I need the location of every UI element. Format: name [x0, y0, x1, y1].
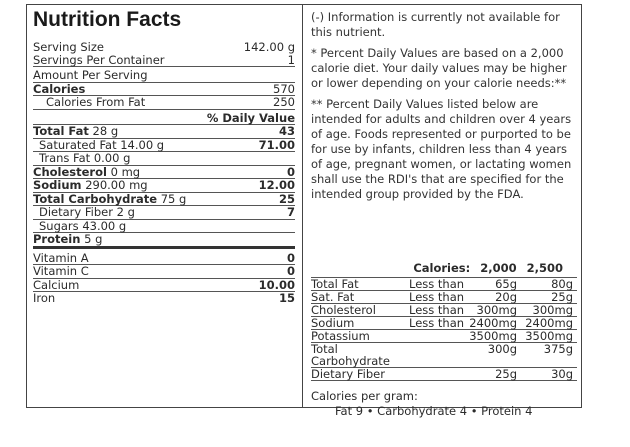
calories-2500-header: 2,500: [526, 261, 563, 275]
table-nutrient: Sat. Fat: [311, 290, 355, 304]
nutrient-row-sodium: [33, 179, 295, 193]
calories-per-gram: [311, 389, 577, 419]
nutrient-amount: 2 g: [116, 205, 135, 219]
daily-values-table: [311, 262, 577, 419]
table-nutrient: Total Carbohydrate: [311, 342, 390, 368]
nutrient-label: Dietary Fiber: [39, 205, 113, 219]
column-divider: [302, 5, 303, 407]
nutrient-row-total-fat: [33, 125, 295, 139]
vitamin-row-iron: [33, 292, 295, 305]
vitamin-dv: 0: [286, 264, 295, 278]
nutrient-label: Total Fat: [33, 124, 89, 138]
calories-from-fat-value: 250: [273, 95, 295, 109]
nutrient-amount: 5 g: [84, 232, 103, 246]
calories-from-fat-label: Calories From Fat: [46, 95, 146, 109]
vitamin-dv: 15: [278, 291, 295, 305]
percent-dv-note: * Percent Daily Values are based on a 2,000 calorie diet. Your daily values may be higher or lower depending on your calorie needs:**: [311, 46, 567, 90]
nutrient-dv: 12.00: [258, 178, 295, 192]
nutrient-row-total-carbohydrate: [33, 193, 295, 207]
table-value-2500: 3500mg: [525, 329, 573, 343]
nutrient-amount: 28 g: [92, 124, 119, 138]
nutrient-label: Sodium: [33, 178, 82, 192]
nutrient-amount: 14.00 g: [120, 137, 165, 152]
vitamin-label: Iron: [33, 291, 56, 305]
daily-value-header: % Daily Value: [33, 112, 295, 126]
table-value-2500: 30g: [551, 367, 573, 381]
label-title: Nutrition Facts: [33, 8, 182, 31]
table-value-2000: 65g: [495, 277, 517, 291]
table-qualifier: [409, 368, 469, 380]
nutrient-row-sugars: [33, 220, 295, 234]
table-value-2000: 300mg: [476, 303, 517, 317]
vitamin-row-c: [33, 265, 295, 279]
nutrient-label: Saturated Fat: [39, 137, 117, 152]
table-value-2000: 2400mg: [469, 316, 517, 330]
nutrient-dv: 0: [286, 164, 295, 179]
calories-value: 570: [273, 81, 295, 96]
nutrient-amount: 75 g: [160, 191, 187, 206]
table-value-2000: 20g: [495, 290, 517, 304]
nutrient-amount: 290.00 mg: [85, 178, 148, 192]
table-nutrient: Sodium: [311, 316, 355, 330]
vitamin-label: Calcium: [33, 277, 80, 292]
servings-per-container-label: Servings Per Container: [33, 52, 165, 67]
nutrition-facts-label: [33, 8, 295, 305]
calories-from-fat-row: [33, 96, 295, 110]
table-qualifier: Less than: [409, 290, 465, 304]
servings-per-container-row: [33, 54, 295, 68]
vitamin-label: Vitamin A: [33, 250, 89, 265]
amount-per-serving-row: [33, 69, 295, 82]
table-nutrient: Potassium: [311, 329, 370, 343]
calories-label: Calories: [33, 81, 86, 96]
nutrient-amount: 43.00 g: [82, 218, 127, 233]
table-value-2500: 300mg: [532, 303, 573, 317]
nutrient-row-trans-fat: [33, 152, 295, 166]
nutrient-label: Total Carbohydrate: [33, 191, 158, 206]
nutrient-row-protein: [33, 233, 295, 249]
vitamin-label: Vitamin C: [33, 264, 89, 278]
table-row: [311, 343, 577, 368]
table-value-2000: 25g: [495, 367, 517, 381]
nutrient-label: Cholesterol: [33, 164, 107, 179]
table-value-2500: 2400mg: [525, 316, 573, 330]
table-row: [311, 330, 577, 343]
children-note: ** Percent Daily Values listed below are intended for adults and children over 4 years of age. Foods represented or purported to be for use by infants, children less than 4 years of age, pregnant women, or lactating women shall use the RDI's that are specified for the intended group provided by the FDA.: [311, 97, 572, 201]
amount-per-serving-label: Amount Per Serving: [33, 68, 148, 82]
table-value-2000: 300g: [487, 342, 517, 356]
table-qualifier: [409, 343, 469, 367]
table-nutrient: Cholesterol: [311, 303, 376, 317]
nutrient-label: Trans Fat: [39, 151, 91, 165]
table-nutrient: Dietary Fiber: [311, 367, 385, 381]
vitamin-dv: 10.00: [258, 277, 295, 292]
nutrient-label: Sugars: [39, 218, 79, 233]
nutrient-dv: 7: [286, 205, 295, 219]
footnotes: [311, 10, 573, 208]
table-row: [311, 368, 577, 381]
vitamin-row-a: [33, 252, 295, 266]
table-value-2500: 375g: [543, 342, 573, 356]
serving-size-label: Serving Size: [33, 40, 104, 54]
calories-per-gram-values: Fat 9 • Carbohydrate 4 • Protein 4: [335, 404, 533, 418]
calories-row: [33, 82, 295, 97]
unavailable-note: (-) Information is currently not available for this nutrient.: [311, 10, 560, 39]
table-qualifier: [409, 330, 469, 342]
table-qualifier: Less than: [409, 303, 465, 317]
calories-header-label: Calories:: [413, 261, 471, 275]
table-value-2500: 25g: [551, 290, 573, 304]
vitamin-dv: 0: [286, 250, 295, 265]
serving-size-row: [33, 41, 295, 54]
nutrient-dv: 25: [278, 191, 295, 206]
calories-2000-header: 2,000: [480, 261, 517, 275]
nutrient-row-saturated-fat: [33, 139, 295, 153]
nutrient-row-cholesterol: [33, 166, 295, 180]
servings-per-container-value: 1: [287, 52, 295, 67]
nutrient-amount: 0 mg: [110, 164, 141, 179]
table-value-2500: 80g: [551, 277, 573, 291]
nutrition-panel: [26, 4, 582, 418]
table-qualifier: Less than: [409, 277, 465, 291]
vitamin-row-calcium: [33, 279, 295, 293]
nutrient-label: Protein: [33, 232, 81, 246]
nutrient-dv: 71.00: [258, 137, 295, 152]
serving-size-value: 142.00 g: [243, 40, 295, 54]
nutrient-dv: 43: [278, 124, 295, 138]
table-nutrient: Total Fat: [311, 277, 359, 291]
daily-values-header: [311, 262, 577, 278]
table-value-2000: 3500mg: [469, 329, 517, 343]
calories-per-gram-label: Calories per gram:: [311, 389, 418, 403]
nutrient-amount: 0.00 g: [93, 151, 131, 165]
nutrient-row-dietary-fiber: [33, 206, 295, 220]
table-qualifier: Less than: [409, 316, 465, 330]
